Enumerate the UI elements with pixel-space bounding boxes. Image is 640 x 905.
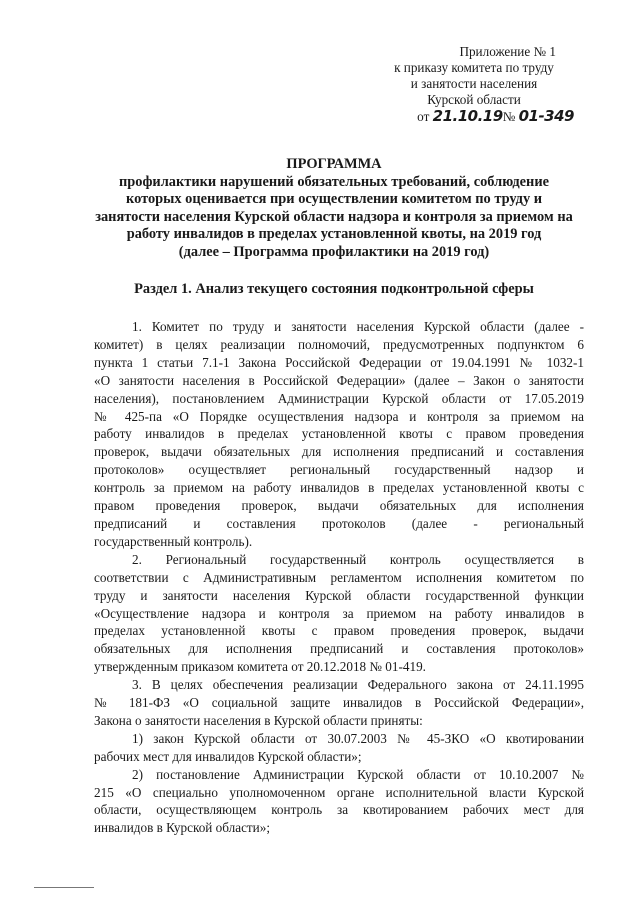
- body-line: 215 «О специально уполномоченном органе исполнительной власти Курской: [94, 784, 584, 800]
- handwritten-number: 01-349: [518, 107, 574, 125]
- body-line: правом проведения проверок, выдачи обязательных для исполнения: [94, 498, 584, 514]
- body-line: труду и занятости населения Курской области государственной функции: [94, 587, 584, 603]
- body-line: № 425-па «О Порядке осуществления надзора и контроля за приемом на: [94, 408, 584, 424]
- body-line: 1. Комитет по труду и занятости населения Курской области (далее -: [132, 319, 584, 334]
- appendix-block: [374, 44, 574, 125]
- body-line: 2. Региональный государственный контроль осуществляется в: [132, 551, 584, 567]
- title-line: ПРОГРАММА: [286, 156, 382, 172]
- appendix-line: и занятости населения: [410, 76, 538, 91]
- body-line: Закона о занятости населения в Курской области приняты:: [94, 712, 423, 728]
- body-line: протоколов» осуществляет региональный государственный надзор и: [94, 462, 584, 478]
- title-line: занятости населения Курской области надзора и контроля за приемом на: [95, 208, 573, 225]
- appendix-line: Курской области: [427, 92, 521, 107]
- body-line: населения), постановлением Администрации Курской области от 17.05.2019: [94, 390, 584, 406]
- number-prefix: №: [502, 109, 516, 124]
- title-line: работу инвалидов в пределах установленной квоты, на 2019 год: [126, 226, 542, 242]
- body-line: соответствии с Административным регламентом исполнения комитетом по: [94, 569, 584, 585]
- body-line: «Осуществление надзора и контроля за приемом на работу инвалидов в: [94, 605, 584, 621]
- body-line: инвалидов в Курской области»;: [94, 820, 270, 836]
- document-title: [84, 156, 584, 261]
- appendix-line: к приказу комитета по труду: [394, 60, 554, 75]
- body-line: пункта 1 статьи 7.1-1 Закона Российской Федерации от 19.04.1991 № 1032-1: [94, 354, 584, 370]
- body-line: утвержденным приказом комитета от 20.12.2018 № 01-419.: [94, 659, 426, 675]
- section-heading: Раздел 1. Анализ текущего состояния подконтрольной сферы: [134, 281, 534, 297]
- body-line: 2) постановление Администрации Курской области от 10.10.2007 №: [132, 766, 584, 782]
- body-line: пределах установленной квоты с правом проведения проверок, выдачи: [94, 623, 584, 639]
- body-line: государственный контроль).: [94, 533, 253, 549]
- body-line: 3. В целях обеспечения реализации Федерального закона от 24.11.1995: [132, 677, 584, 693]
- body-line: контроль за приемом на работу инвалидов в пределах установленной квоты с: [94, 480, 584, 496]
- footnote-divider: [34, 887, 94, 888]
- body-line: работу инвалидов в пределах установленной квоты с правом проведения: [94, 426, 584, 442]
- appendix-line: Приложение № 1: [459, 44, 556, 59]
- body-line: № 181-ФЗ «О социальной защите инвалидов в Российской Федерации»,: [94, 695, 584, 711]
- body-line: обязательных для исполнения предписаний и составления протоколов»: [94, 641, 584, 657]
- title-line: (далее – Программа профилактики на 2019 год): [178, 243, 490, 260]
- title-line: профилактики нарушений обязательных требований, соблюдение: [118, 173, 550, 190]
- date-prefix: от: [417, 109, 430, 124]
- body-line: «О занятости населения в Российской Федерации» (далее – Закон о занятости: [94, 372, 584, 388]
- title-line: которых оценивается при осуществлении комитетом по труду и: [125, 191, 543, 207]
- body-line: комитет) в целях реализации полномочий, предусмотренных подпунктом 6: [94, 336, 584, 352]
- body-line: рабочих мест для инвалидов Курской области»;: [94, 748, 362, 764]
- body-line: области, осуществляющем контроль за квотированием рабочих мест для: [94, 802, 584, 818]
- body-line: предписаний и составления протоколов (далее - региональный: [94, 515, 584, 531]
- handwritten-date: 21.10.19: [432, 107, 503, 125]
- body-line: 1) закон Курской области от 30.07.2003 № 45-ЗКО «О квотировании: [132, 730, 584, 746]
- body-line: проверок, выдачи обязательных для исполнения предписаний и составления: [94, 444, 584, 460]
- body-text: [94, 318, 584, 837]
- appendix-date-line: [374, 108, 574, 125]
